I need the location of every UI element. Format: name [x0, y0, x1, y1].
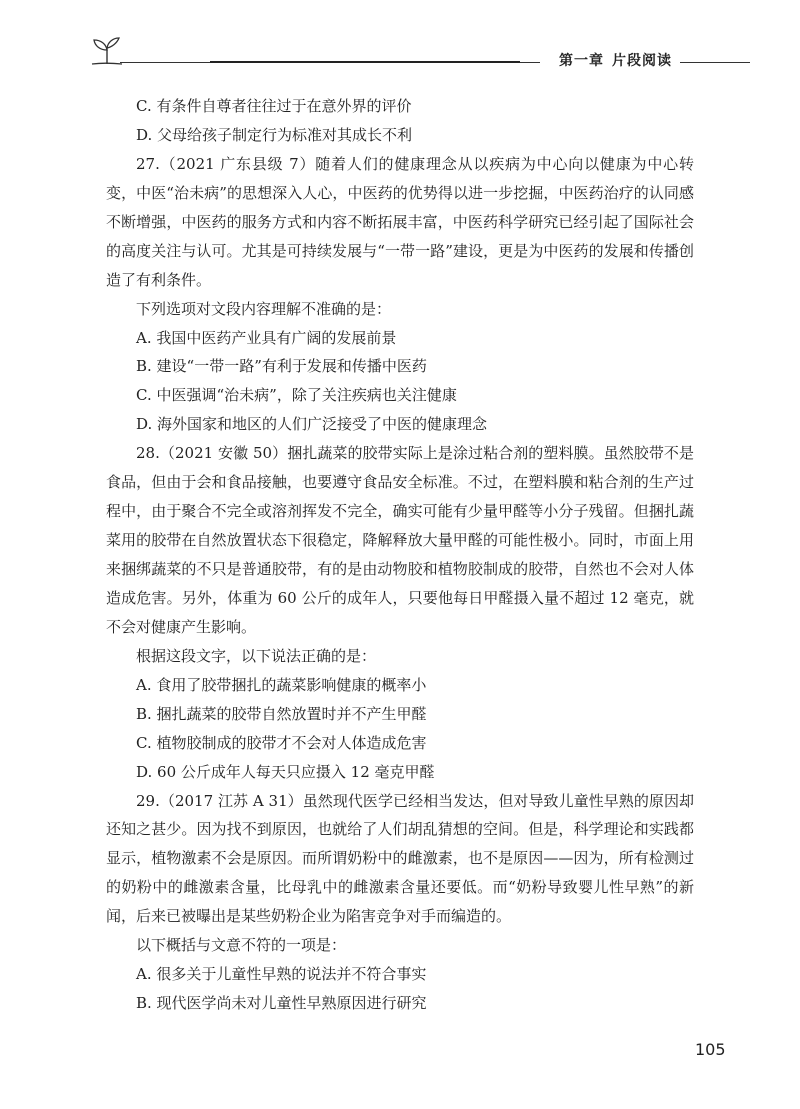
question-prompt: 以下概括与文意不符的一项是： [136, 936, 347, 955]
answer-option: A. 我国中医药产业具有广阔的发展前景 [136, 328, 397, 347]
answer-option: B. 捆扎蔬菜的胶带自然放置时并不产生甲醛 [136, 704, 427, 723]
answer-option: C. 中医强调“治未病”，除了关注疾病也关注健康 [136, 386, 457, 405]
page-body [106, 92, 694, 1018]
question-prompt: 根据这段文字，以下说法正确的是： [136, 646, 377, 665]
answer-option: C. 有条件自尊者往往过于在意外界的评价 [136, 97, 412, 115]
sprout-icon [90, 36, 124, 66]
header-rule-accent [210, 61, 520, 63]
answer-option: A. 食用了胶带捆扎的蔬菜影响健康的概率小 [136, 675, 427, 694]
chapter-label: 第一章 [559, 53, 604, 69]
question-passage: 29.（2017 江苏 A 31）虽然现代医学已经相当发达，但对导致儿童性早熟的原因却还知之甚少。因为找不到原因，也就给了人们胡乱猜想的空间。但是，科学理论和实践都显示，植物激素不会是原因。而所谓奶粉中的雌激素，也不是原因——因为，所有检测过的奶粉中的雌激素含量，比母乳中的雌激素含量还要低。而“奶粉导致婴儿性早熟”的新闻，后来已被曝出是某些奶粉企业为陷害竞争对手而编造的。 [106, 791, 694, 926]
answer-option: B. 建设“一带一路”有利于发展和传播中医药 [136, 357, 427, 376]
answer-option: D. 父母给孩子制定行为标准对其成长不利 [136, 125, 413, 144]
answer-option: C. 植物胶制成的胶带才不会对人体造成危害 [136, 733, 427, 752]
section-label: 片段阅读 [612, 53, 672, 69]
answer-option: B. 现代医学尚未对儿童性早熟原因进行研究 [136, 994, 427, 1013]
answer-option: A. 很多关于儿童性早熟的说法并不符合事实 [136, 965, 427, 984]
answer-option: D. 60 公斤成年人每天只应摄入 12 毫克甲醛 [136, 762, 435, 781]
page-header [90, 32, 750, 82]
question-passage: 27.（2021 广东县级 7）随着人们的健康理念从以疾病为中心向以健康为中心转变，中医“治未病”的思想深入人心，中医药的优势得以进一步挖掘，中医药治疗的认同感不断增强，中医药的服务方式和内容不断拓展丰富，中医药科学研究已经引起了国际社会的高度关注与认可。尤其是可持续发展与“一带一路”建设，更是为中医药的发展和传播创造了有利条件。 [106, 154, 694, 289]
chapter-heading [553, 50, 678, 70]
question-prompt: 下列选项对文段内容理解不准确的是： [136, 299, 392, 318]
header-rule-right [680, 62, 750, 63]
page-number: 105 [695, 1040, 726, 1059]
answer-option: D. 海外国家和地区的人们广泛接受了中医的健康理念 [136, 415, 488, 434]
question-passage: 28.（2021 安徽 50）捆扎蔬菜的胶带实际上是涂过粘合剂的塑料膜。虽然胶带不是食品，但由于会和食品接触，也要遵守食品安全标准。不过，在塑料膜和粘合剂的生产过程中，由于聚合不完全或溶剂挥发不完全，确实可能有少量甲醛等小分子残留。但捆扎蔬菜用的胶带在自然放置状态下很稳定，降解释放大量甲醛的可能性极小。同时，市面上用来捆绑蔬菜的不只是普通胶带，有的是由动物胶和植物胶制成的胶带，自然也不会对人体造成危害。另外，体重为 60 公斤的成年人，只要他每日甲醛摄入量不超过 12 毫克，就不会对健康产生影响。 [106, 444, 694, 636]
